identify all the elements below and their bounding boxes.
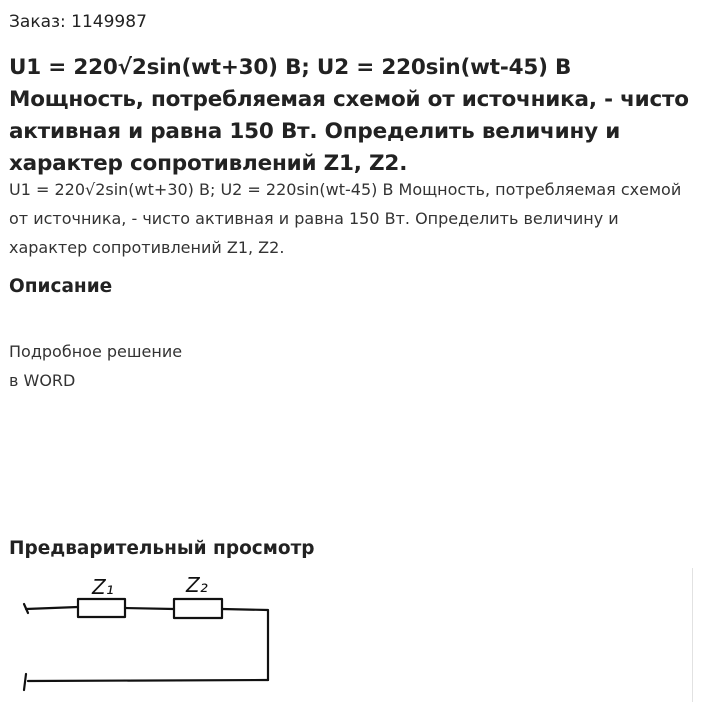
wire-right <box>222 609 268 680</box>
resistor-z2 <box>174 599 222 618</box>
z1-label: Z₁ <box>92 575 114 599</box>
task-text: U1 = 220√2sin(wt+30) В; U2 = 220sin(wt-45) В Мощность, потребляемая схемой от источника, - чисто активная и равна 150 Вт. Определить величину и характер сопротивлений Z1, Z2. <box>9 180 682 257</box>
z2-label: Z₂ <box>186 573 208 597</box>
circuit-diagram <box>0 568 701 702</box>
wire-middle <box>125 608 174 609</box>
description-line: Подробное решение <box>9 342 183 361</box>
description-line: в WORD <box>9 371 76 390</box>
preview-image <box>0 568 701 702</box>
wire-return <box>28 680 268 681</box>
wire-input <box>26 607 78 609</box>
preview-border <box>692 568 693 702</box>
order-number: Заказ: 1149987 <box>9 12 147 32</box>
terminal-bottom <box>24 674 26 690</box>
task-title: U1 = 220√2sin(wt+30) В; U2 = 220sin(wt-45) В Мощность, потребляемая схемой от источника, - чисто активная и равна 150 Вт. Определить величину и характер сопротивлений Z1, Z2. <box>9 55 689 176</box>
preview-heading: Предварительный просмотр <box>9 538 315 559</box>
description-heading: Описание <box>9 276 113 297</box>
resistor-z1 <box>78 599 125 617</box>
description-text <box>9 337 182 395</box>
